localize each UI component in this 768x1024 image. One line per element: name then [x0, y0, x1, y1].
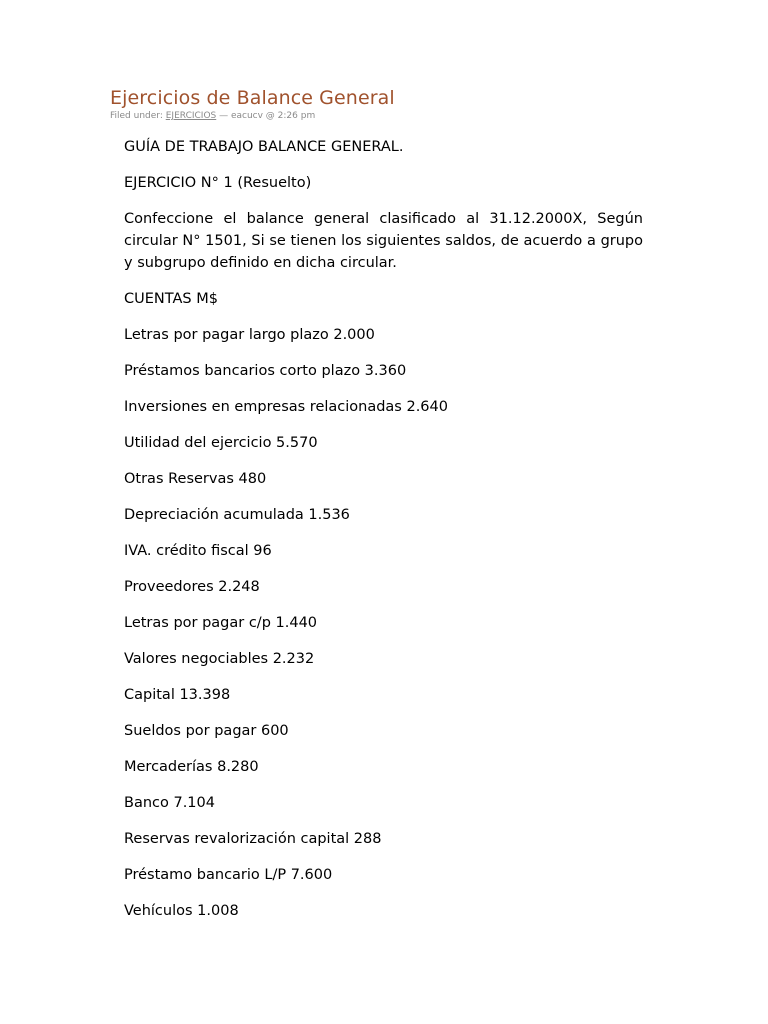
- account-item: Préstamos bancarios corto plazo 3.360: [124, 363, 407, 379]
- post-title: Ejercicios de Balance General: [110, 87, 395, 109]
- account-item: Sueldos por pagar 600: [124, 723, 289, 739]
- account-item: Valores negociables 2.232: [124, 651, 315, 667]
- guide-title: GUÍA DE TRABAJO BALANCE GENERAL.: [124, 139, 404, 155]
- account-item: Reservas revalorización capital 288: [124, 831, 382, 847]
- account-item: Vehículos 1.008: [124, 903, 239, 919]
- account-item: Banco 7.104: [124, 795, 215, 811]
- account-item: Letras por pagar largo plazo 2.000: [124, 327, 375, 343]
- account-item: Depreciación acumulada 1.536: [124, 507, 350, 523]
- account-item: Capital 13.398: [124, 687, 231, 703]
- account-item: Préstamo bancario L/P 7.600: [124, 867, 333, 883]
- account-item: Inversiones en empresas relacionadas 2.640: [124, 399, 448, 415]
- meta-prefix: Filed under:: [110, 111, 166, 121]
- meta-suffix: — eacucv @ 2:26 pm: [216, 111, 316, 121]
- category-link[interactable]: EJERCICIOS: [165, 111, 217, 121]
- account-item: Otras Reservas 480: [124, 471, 267, 487]
- post-meta: [110, 110, 650, 122]
- account-item: Mercaderías 8.280: [124, 759, 259, 775]
- exercise-intro: Confeccione el balance general clasificado al 31.12.2000X, Según circular N° 1501, Si se tienen los siguientes saldos, de acuerdo a grupo y subgrupo definido en dicha circular.: [124, 211, 643, 271]
- accounts-header: CUENTAS M$: [124, 291, 218, 307]
- account-item: Utilidad del ejercicio 5.570: [124, 435, 318, 451]
- account-list: [124, 324, 643, 922]
- account-item: Proveedores 2.248: [124, 579, 260, 595]
- exercise-title: EJERCICIO N° 1 (Resuelto): [124, 175, 312, 191]
- account-item: IVA. crédito fiscal 96: [124, 543, 272, 559]
- post: [110, 86, 650, 936]
- post-content: [124, 136, 643, 922]
- account-item: Letras por pagar c/p 1.440: [124, 615, 318, 631]
